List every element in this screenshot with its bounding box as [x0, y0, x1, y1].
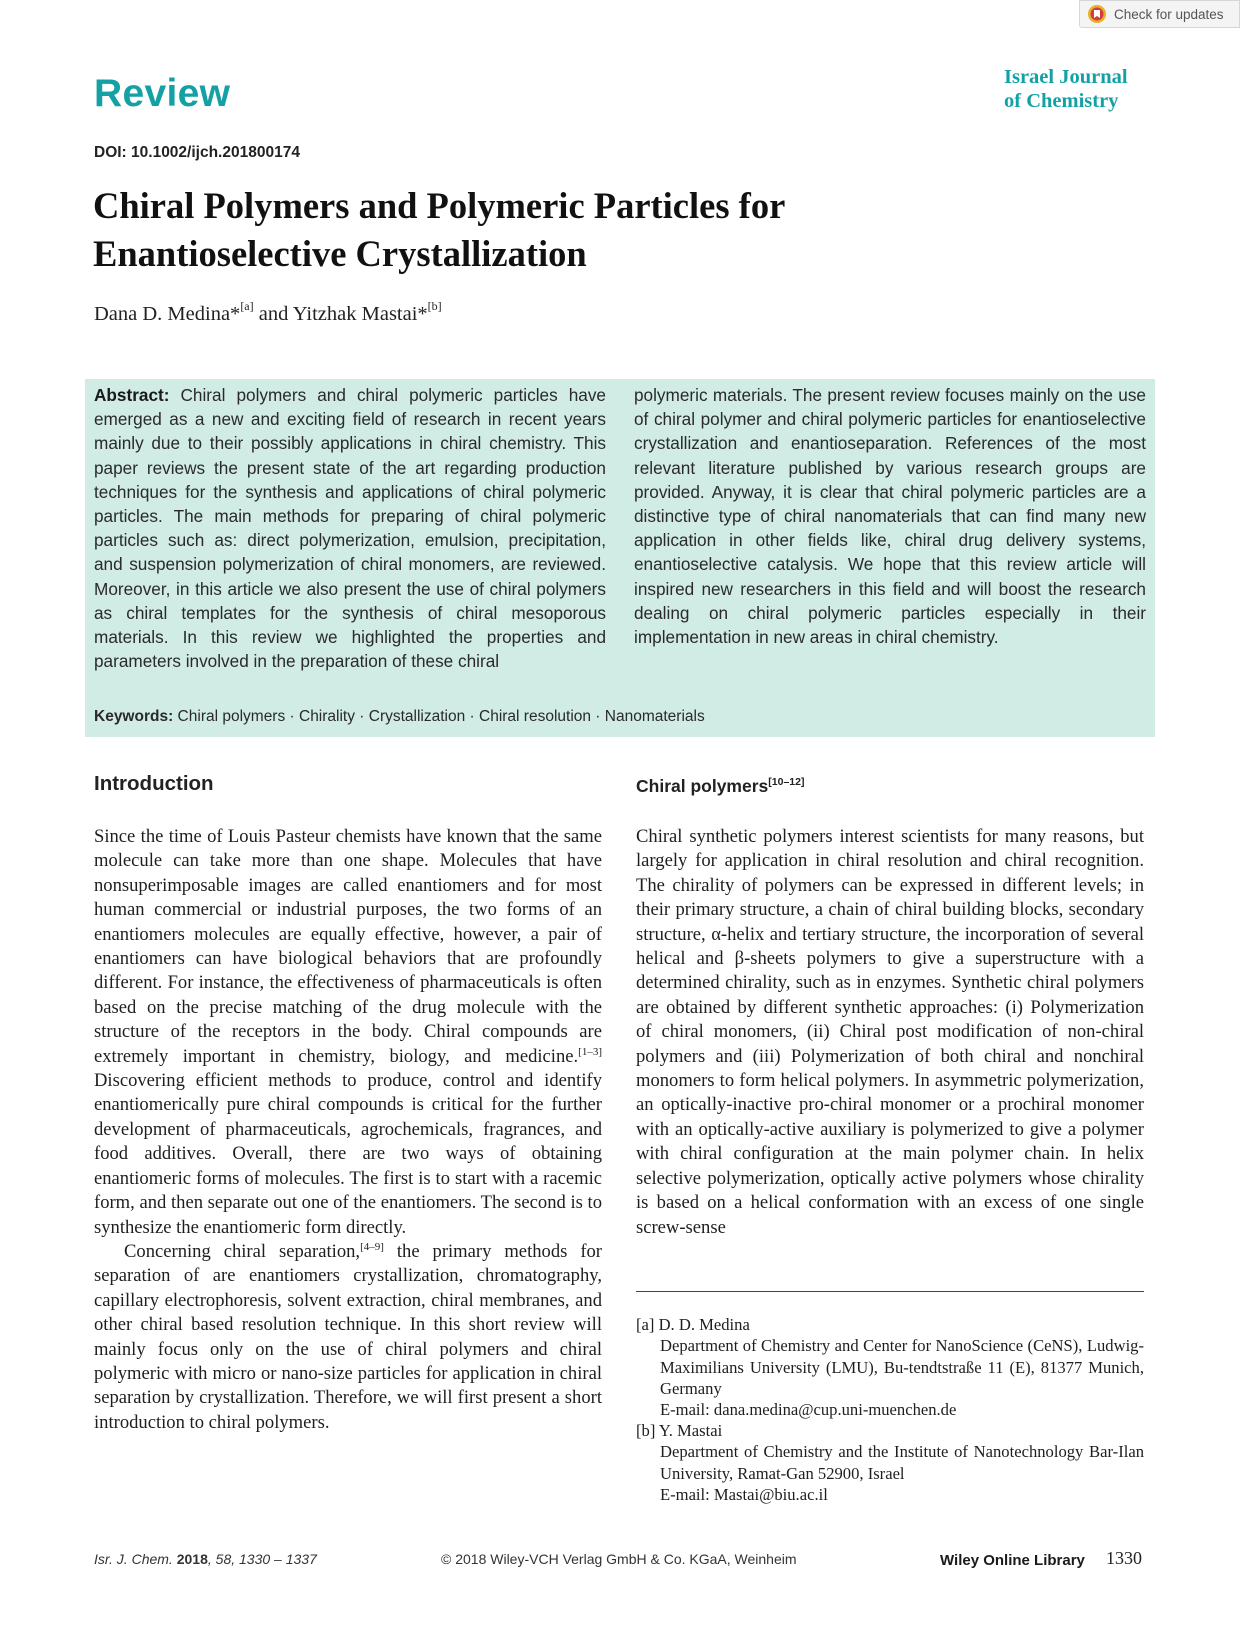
affiliation-a-address: Department of Chemistry and Center for NanoScience (CeNS), Ludwig-Maximilians University (LMU), Bu-tendtstraße 11 (E), 81377 Munich, Germany — [660, 1336, 1144, 1398]
abstract-text-left: Chiral polymers and chiral polymeric particles have emerged as a new and exciting field of research in recent years mainly due to their possibly applications in chiral chemistry. This paper reviews the present state of the art regarding production techniques for the synthesis and applications of chiral polymeric particles. The main methods for preparing of chiral polymeric particles such as: direct polymerization, emulsion, precipitation, and suspension polymerization of chiral monomers, are reviewed. Moreover, in this article we also present the use of chiral polymers as chiral templates for the synthesis of chiral mesoporous materials. In this review we highlighted the properties and parameters involved in the preparation of these chiral — [94, 385, 606, 672]
check-for-updates-button[interactable] — [1079, 0, 1240, 28]
chiral-polymers-heading-ref[interactable]: [10–12] — [768, 776, 805, 789]
affiliation-mark-b[interactable]: [b] — [427, 299, 442, 313]
abstract-text-right: polymeric materials. The present review focuses mainly on the use of chiral polymer and chiral polymeric particles for enantioselective crystallization and enantioseparation. References of the most relevant literature published by various research groups are provided. Anyway, it is clear that chiral polymeric particles are a distinctive type of chiral nanomaterials that can find many new application in other fields like, chiral drug delivery systems, enantioselective catalysis. We hope that this review article will inspired new researchers in this field and will boost the research dealing on chiral polymeric particles especially in their implementation in new areas in chiral chemistry. — [634, 385, 1146, 648]
affiliation-b-address: Department of Chemistry and the Institute of Nanotechnology Bar-Ilan University, Ramat-Gan 52900, Israel — [660, 1442, 1144, 1483]
check-for-updates-label: Check for updates — [1114, 6, 1224, 22]
check-updates-icon — [1087, 4, 1107, 24]
article-title — [93, 182, 993, 278]
citation-4-9[interactable]: [4–9] — [360, 1240, 384, 1253]
intro-p2-text-b: the primary methods for separation of are enantiomers crystallization, chromatography, capillary electrophoresis, solvent extraction, chiral membranes, and other chiral based resolution technique. In this short review will mainly focus only on the use of chiral polymers and chiral polymeric with micro or nano-size particles for application in chiral separation by crystallization. Therefore, we will first present a short introduction to chiral polymers. — [94, 1240, 602, 1433]
author-mastai[interactable]: Yitzhak Mastai* — [292, 302, 428, 325]
chiral-polymers-paragraph: Chiral synthetic polymers interest scientists for many reasons, but largely for application in chiral resolution and chiral recognition. The chirality of polymers can be expressed in different levels; in their primary structure, a chain of chiral building blocks, secondary structure, α-helix and tertiary structure, the incorporation of several helical and β-sheets polymers to give a superstructure with a determined chirality, such as in enzymes. Synthetic chiral polymers are obtained by different synthetic approaches: (i) Polymerization of chiral monomers, (ii) Chiral post modification of non-chiral polymers and (iii) Polymerization of both chiral and nonchiral monomers to form helical polymers. In asymmetric polymerization, an optically-inactive pro-chiral monomer or a prochiral monomer with an optically-active auxiliary is polymerized to give a polymer with chiral configuration at the main polymer chain. In helix selective polymerization, optically active polymers whose chirality is based on a helical conformation with an excess of one single screw-sense — [636, 826, 1144, 1238]
wiley-online-library-link[interactable]: Wiley Online Library — [940, 1552, 1085, 1569]
footer-copyright: © 2018 Wiley-VCH Verlag GmbH & Co. KGaA, Weinheim — [441, 1551, 797, 1567]
citation-1-3[interactable]: [1–3] — [578, 1045, 602, 1058]
title-line1: Chiral Polymers and Polymeric Particles for — [93, 185, 786, 226]
footnote-divider — [636, 1291, 1144, 1292]
keywords-list: Chiral polymers · Chirality · Crystallization · Chiral resolution · Nanomaterials — [173, 708, 705, 725]
abstract-right-column — [634, 383, 1146, 649]
footer-citation — [94, 1551, 317, 1567]
affiliation-a-head: [a] D. D. Medina — [636, 1315, 750, 1334]
affiliation-a-email[interactable]: E-mail: dana.medina@cup.uni-muenchen.de — [660, 1400, 957, 1420]
journal-logo-line1: Israel Journal — [1004, 66, 1128, 88]
chiral-polymers-heading-text: Chiral polymers — [636, 776, 769, 796]
doi-link[interactable]: DOI: 10.1002/ijch.201800174 — [94, 144, 300, 161]
chiral-polymers-heading — [636, 776, 804, 797]
affiliation-b-email[interactable]: E-mail: Mastai@biu.ac.il — [660, 1484, 828, 1504]
section-label: Review — [94, 72, 231, 115]
footer-year: 2018 — [176, 1551, 208, 1567]
title-line2: Enantioselective Crystallization — [93, 233, 587, 274]
intro-p2-text-a: Concerning chiral separation, — [124, 1240, 361, 1262]
introduction-heading: Introduction — [94, 772, 214, 795]
intro-p1-text-b: Discovering efficient methods to produce, control and identify enantiomerically pure chiral compounds is critical for the further development of pharmaceuticals, agrochemicals, fragrances, and food additives. Overall, there are two ways of obtaining enantiomeric forms of molecules. The first is to start with a racemic form, and then separate out one of the enantiomers. The second is to synthesize the enantiomeric form directly. — [94, 1070, 602, 1238]
affiliation-a — [636, 1314, 1144, 1420]
page-number: 1330 — [1106, 1548, 1142, 1568]
footer-volume-pages: , 58, 1330 – 1337 — [207, 1551, 317, 1567]
footer-journal-abbr: Isr. J. Chem. — [94, 1551, 173, 1567]
introduction-body — [94, 825, 602, 1435]
affiliation-b — [636, 1420, 1144, 1505]
abstract-label: Abstract: — [94, 385, 170, 405]
introduction-paragraph-2 — [94, 1240, 602, 1435]
intro-p1-text-a: Since the time of Louis Pasteur chemists have known that the same molecule can take more than one shape. Molecules that have nonsuperimposable images are called enantiomers and for most human commercial or industrial purposes, the two forms of an enantiomers molecules are equally effective, however, a pair of enantiomers can have biological behaviors that are profoundly different. For instance, the effectiveness of pharmaceuticals is often based on the precise matching of the drug molecule with the structure of the receptors in the body. Chiral compounds are extremely important in chemistry, biology, and medicine. — [94, 826, 602, 1067]
abstract-left-column — [94, 383, 606, 673]
keywords — [94, 708, 705, 726]
chiral-polymers-body — [636, 825, 1144, 1240]
author-join: and — [253, 302, 293, 325]
affiliation-mark-a[interactable]: [a] — [240, 299, 254, 313]
affiliation-b-head: [b] Y. Mastai — [636, 1421, 723, 1440]
journal-logo-line2: of Chemistry — [1004, 90, 1119, 112]
author-medina[interactable]: Dana D. Medina* — [94, 302, 241, 325]
author-list — [94, 301, 442, 326]
keywords-label: Keywords: — [94, 708, 174, 725]
journal-logo[interactable] — [1004, 65, 1174, 113]
introduction-paragraph-1 — [94, 825, 602, 1240]
